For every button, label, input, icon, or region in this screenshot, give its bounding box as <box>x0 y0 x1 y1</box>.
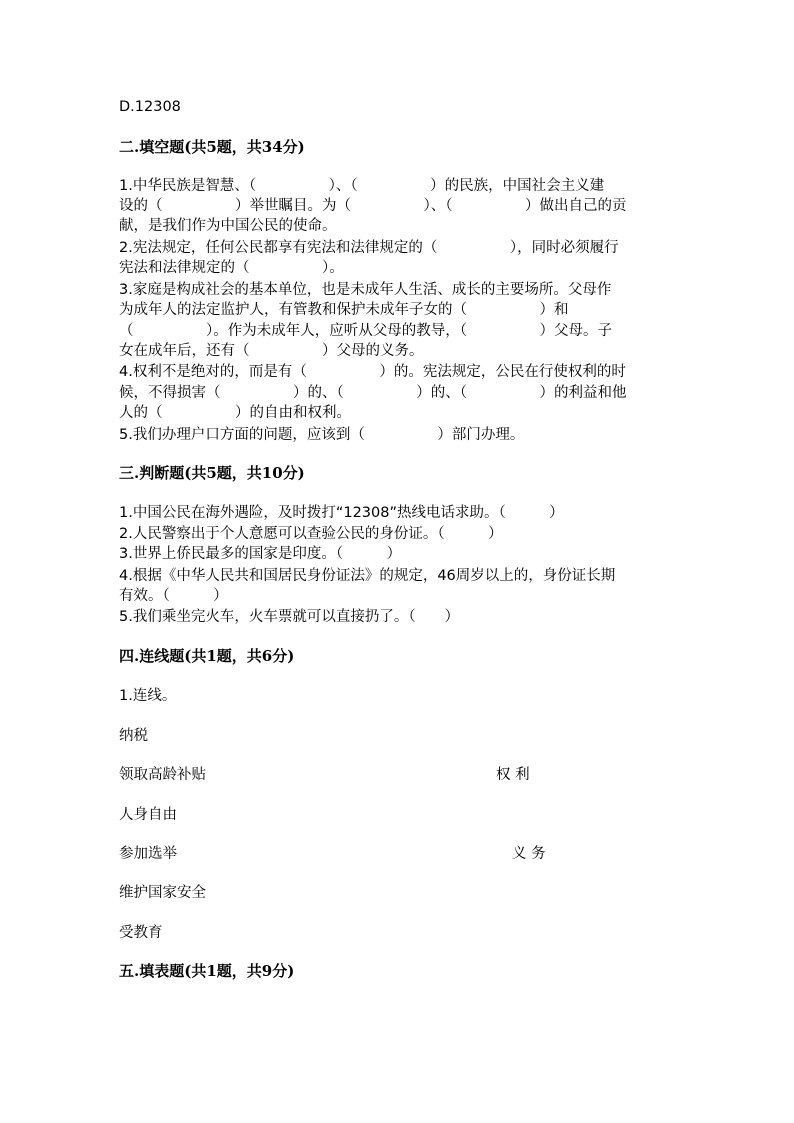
fill-blank-line: （ ）。作为未成年人，应听从父母的教导，（ ）父母。子 <box>119 323 612 339</box>
fill-blank-line: 4.权利不是绝对的，而是有（ ）的。宪法规定，公民在行使权利的时 <box>119 364 626 380</box>
judge-line: 5.我们乘坐完火车，火车票就可以直接扔了。（ ） <box>119 609 460 625</box>
judge-line: 1.中国公民在海外遇险，及时拨打“12308”热线电话求助。（ ） <box>119 505 564 521</box>
fill-blank-line: 献，是我们作为中国公民的使命。 <box>119 218 337 234</box>
judge-line: 有效。（ ） <box>119 588 228 604</box>
judge-heading: 三.判断题(共5题，共10分) <box>119 464 305 482</box>
matching-left-item: 人身自由 <box>119 807 177 823</box>
table-heading: 五.填表题(共1题，共9分) <box>119 962 295 980</box>
matching-left-item: 参加选举 <box>119 846 177 862</box>
matching-left-item: 纳税 <box>119 728 148 744</box>
fill-blank-line: 3.家庭是构成社会的基本单位，也是未成年人生活、成长的主要场所。父母作 <box>119 282 612 298</box>
option-d: D.12308 <box>119 99 181 115</box>
fill-blank-line: 5.我们办理户口方面的问题，应该到（ ）部门办理。 <box>119 427 525 443</box>
matching-right-item-duties: 义 务 <box>512 846 546 862</box>
fill-blank-line: 女在成年后，还有（ ）父母的义务。 <box>119 343 424 359</box>
judge-line: 4.根据《中华人民共和国居民身份证法》的规定，46周岁以上的，身份证长期 <box>119 568 616 584</box>
matching-left-item: 受教育 <box>119 925 163 941</box>
fill-blank-line: 1.中华民族是智慧、（ ）、（ ）的民族，中国社会主义建 <box>119 178 605 194</box>
matching-right-item-rights: 权 利 <box>496 767 530 783</box>
matching-left-item: 维护国家安全 <box>119 885 206 901</box>
fill-blank-line: 人的（ ）的自由和权利。 <box>119 405 351 421</box>
fill-blank-line: 2.宪法规定，任何公民都享有宪法和法律规定的（ ），同时必须履行 <box>119 240 619 256</box>
matching-prompt: 1.连线。 <box>119 688 177 704</box>
judge-line: 2.人民警察出于个人意愿可以查验公民的身份证。（ ） <box>119 526 503 542</box>
fill-blank-line: 设的（ ）举世瞩目。为（ ）、（ ）做出自己的贡 <box>119 198 627 214</box>
judge-line: 3.世界上侨民最多的国家是印度。（ ） <box>119 546 402 562</box>
fill-blank-line: 为成年人的法定监护人，有管教和保护未成年子女的（ ）和 <box>119 302 569 318</box>
matching-heading: 四.连线题(共1题，共6分) <box>119 647 295 665</box>
matching-left-item: 领取高龄补贴 <box>119 767 206 783</box>
fill-blank-heading: 二.填空题(共5题，共34分) <box>119 138 305 156</box>
fill-blank-line: 宪法和法律规定的（ ）。 <box>119 260 344 276</box>
fill-blank-line: 候，不得损害（ ）的、（ ）的、（ ）的利益和他 <box>119 385 627 401</box>
